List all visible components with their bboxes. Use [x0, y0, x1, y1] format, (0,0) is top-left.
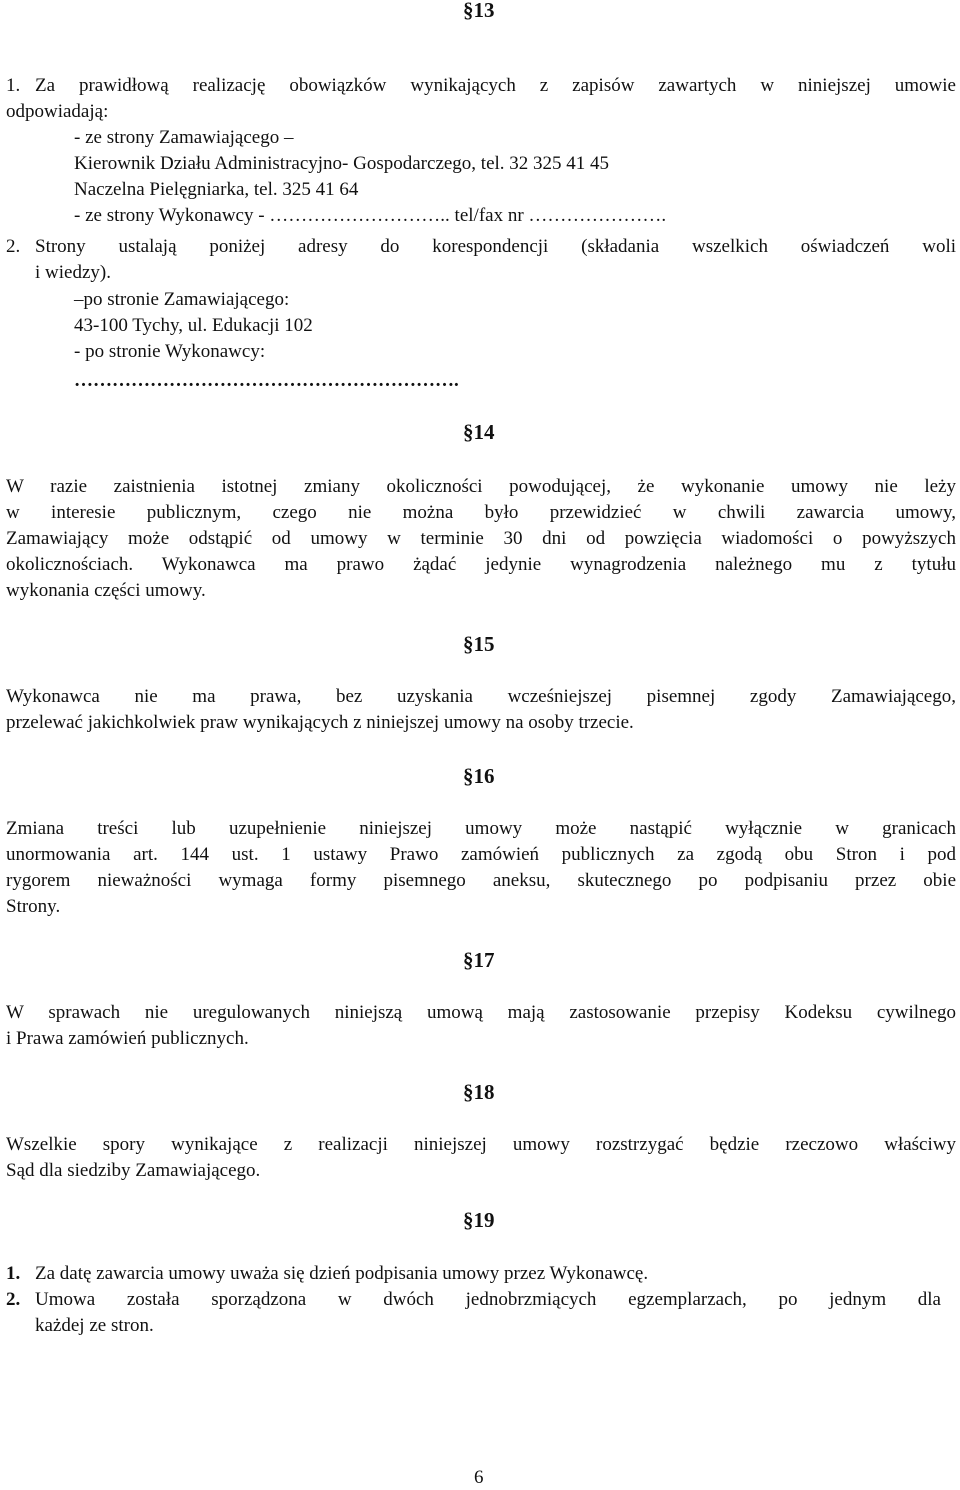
s15-line-1: Wykonawca nie ma prawa, bez uzyskania wcześniejszej pisemnej zgody Zamawiającego, — [6, 686, 956, 707]
s13-item-1-line-1: Za prawidłową realizację obowiązków wynikających z zapisów zawartych w niniejszej umowie — [35, 75, 956, 96]
s13-item-2-line-1: Strony ustalają poniżej adresy do korespondencji (składania wszelkich oświadczeń woli — [35, 236, 956, 257]
section-19-heading: §19 — [463, 1208, 495, 1232]
s14-line-3: Zamawiający może odstąpić od umowy w terminie 30 dni od powzięcia wiadomości o powyższych — [6, 528, 956, 549]
section-14-heading: §14 — [463, 420, 495, 444]
s13-item-1-line-5: Naczelna Pielęgniarka, tel. 325 41 64 — [74, 179, 359, 200]
s19-item-2-line-2: każdej ze stron. — [35, 1315, 154, 1336]
s18-line-1: Wszelkie spory wynikające z realizacji niniejszej umowy rozstrzygać będzie rzeczowo właściwy — [6, 1134, 956, 1155]
section-15-heading: §15 — [463, 632, 495, 656]
s17-line-1: W sprawach nie uregulowanych niniejszą umową mają zastosowanie przepisy Kodeksu cywilnego — [6, 1002, 956, 1023]
section-13-heading: §13 — [463, 0, 495, 22]
s16-line-4: Strony. — [6, 896, 61, 917]
page-number: 6 — [474, 1467, 484, 1488]
s14-line-5: wykonania części umowy. — [6, 580, 206, 601]
section-18-heading: §18 — [463, 1080, 495, 1104]
s19-item-2-number: 2. — [6, 1289, 21, 1310]
s13-item-1-line-4: Kierownik Działu Administracyjno- Gospodarczego, tel. 32 325 41 45 — [74, 153, 610, 174]
s16-line-1: Zmiana treści lub uzupełnienie niniejszej umowy może nastąpić wyłącznie w granicach — [6, 818, 956, 839]
s17-line-2: i Prawa zamówień publicznych. — [6, 1028, 249, 1049]
s19-item-2-line-1: Umowa została sporządzona w dwóch jednobrzmiących egzemplarzach, po jednym dla — [35, 1289, 941, 1310]
s14-line-1: W razie zaistnienia istotnej zmiany okoliczności powodującej, że wykonanie umowy nie leży — [6, 476, 956, 497]
s13-item-2-line-3: –po stronie Zamawiającego: — [74, 289, 290, 310]
s15-line-2: przelewać jakichkolwiek praw wynikających z niniejszej umowy na osoby trzecie. — [6, 712, 634, 733]
s13-item-1-line-2: odpowiadają: — [6, 101, 109, 122]
s16-line-3: rygorem nieważności wymaga formy pisemnego aneksu, skutecznego po podpisaniu przez obie — [6, 870, 956, 891]
s13-item-1-line-3: - ze strony Zamawiającego – — [74, 127, 294, 148]
s13-item-2-line-2: i wiedzy). — [35, 262, 111, 283]
s19-item-1-number: 1. — [6, 1263, 21, 1284]
s13-item-2-line-6: ……………………………………………………. — [74, 370, 459, 391]
s18-line-2: Sąd dla siedziby Zamawiającego. — [6, 1160, 261, 1181]
s19-item-1-line-1: Za datę zawarcia umowy uważa się dzień podpisania umowy przez Wykonawcę. — [35, 1263, 649, 1284]
s13-item-2-number: 2. — [6, 236, 21, 257]
s13-item-1-line-6: - ze strony Wykonawcy - ……………………….. tel/fax nr …………………. — [74, 205, 667, 226]
s13-item-1-number: 1. — [6, 75, 21, 96]
s16-line-2: unormowania art. 144 ust. 1 ustawy Prawo zamówień publicznych za zgodą obu Stron i pod — [6, 844, 956, 865]
section-16-heading: §16 — [463, 764, 495, 788]
section-17-heading: §17 — [463, 948, 495, 972]
s14-line-4: okolicznościach. Wykonawca ma prawo żądać jedynie wynagrodzenia należnego mu z tytułu — [6, 554, 956, 575]
s13-item-2-line-5: - po stronie Wykonawcy: — [74, 341, 266, 362]
s14-line-2: w interesie publicznym, czego nie można było przewidzieć w chwili zawarcia umowy, — [6, 502, 956, 523]
s13-item-2-line-4: 43-100 Tychy, ul. Edukacji 102 — [74, 315, 313, 336]
